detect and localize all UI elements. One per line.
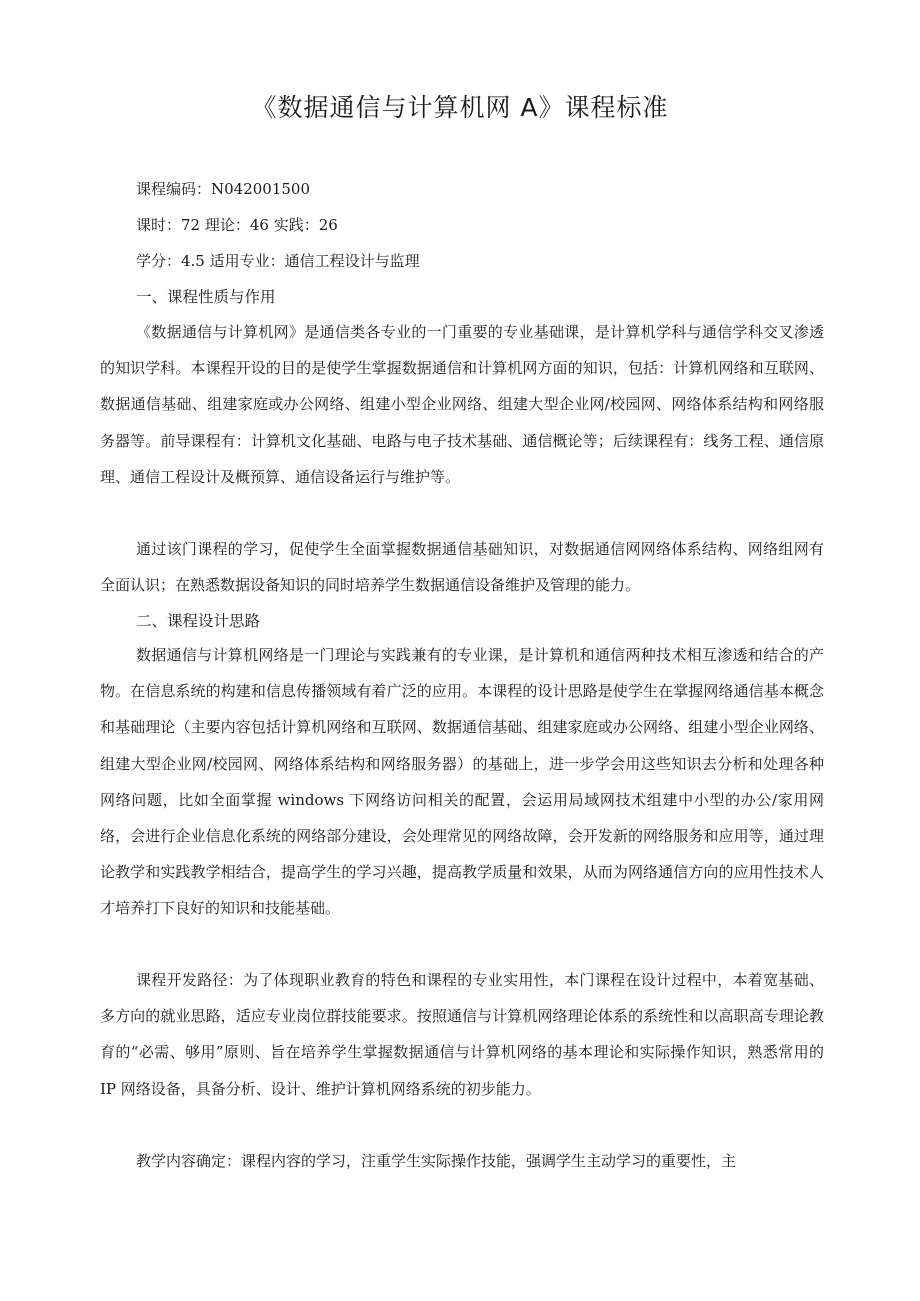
section-heading-design: 二、课程设计思路 [136,612,261,630]
section-heading-nature: 一、课程性质与作用 [136,288,276,306]
paragraph-design-1: 数据通信与计算机网络是一门理论与实践兼有的专业课，是计算机和通信两种技术相互渗透和结合的产物。在信息系统的构建和信息传播领域有着广泛的应用。本课程的设计思路是使学生在掌握网络通信基本概念和基础理论（主要内容包括计算机网络和互联网、数据通信基础、组建家庭或办公网络、组建小型企业网络、组建大型企业网/校园网、网络体系结构和网络服务器）的基础上，进一步学会用这些知识去分析和处理各种网络问题，比如全面掌握 windows 下网络访问相关的配置，会运用局域网技术组建中小型的办公/家用网络，会进行企业信息化系统的网络部分建设，会处理常见的网络故障，会开发新的网络服务和应用等，通过理论教学和实践教学相结合，提高学生的学习兴趣，提高教学质量和效果，从而为网络通信方向的应用性技术人才培养打下良好的知识和技能基础。 [100,646,824,918]
course-hours: 课时：72 理论：46 实践：26 [136,216,338,234]
paragraph-nature-1: 《数据通信与计算机网》是通信类各专业的一门重要的专业基础课，是计算机学科与通信学科交叉渗透的知识学科。本课程开设的目的是使学生掌握数据通信和计算机网方面的知识，包括：计算机网络和互联网、数据通信基础、组建家庭或办公网络、组建小型企业网络、组建大型企业网/校园网、网络体系结构和网络服务器等。前导课程有：计算机文化基础、电路与电子技术基础、通信概论等；后续课程有：线务工程、通信原理、通信工程设计及概预算、通信设备运行与维护等。 [100,323,824,486]
course-code: 课程编码：N042001500 [136,180,311,198]
paragraph-design-3: 教学内容确定：课程内容的学习，注重学生实际操作技能，强调学生主动学习的重要性，主 [136,1152,737,1170]
paragraph-nature-2: 通过该门课程的学习，促使学生全面掌握数据通信基础知识，对数据通信网网络体系结构、网络组网有全面认识；在熟悉数据设备知识的同时培养学生数据通信设备维护及管理的能力。 [100,540,824,595]
paragraph-design-2: 课程开发路径：为了体现职业教育的特色和课程的专业实用性，本门课程在设计过程中，本着宽基础、多方向的就业思路，适应专业岗位群技能要求。按照通信与计算机网络理论体系的系统性和以高职高专理论教育的“必需、够用”原则、旨在培养学生掌握数据通信与计算机网络的基本理论和实际操作知识，熟悉常用的 IP 网络设备，具备分析、设计、维护计算机网络系统的初步能力。 [100,971,824,1098]
document-title: 《数据通信与计算机网 A》课程标准 [251,93,669,122]
course-credits: 学分：4.5 适用专业：通信工程设计与监理 [136,252,420,270]
